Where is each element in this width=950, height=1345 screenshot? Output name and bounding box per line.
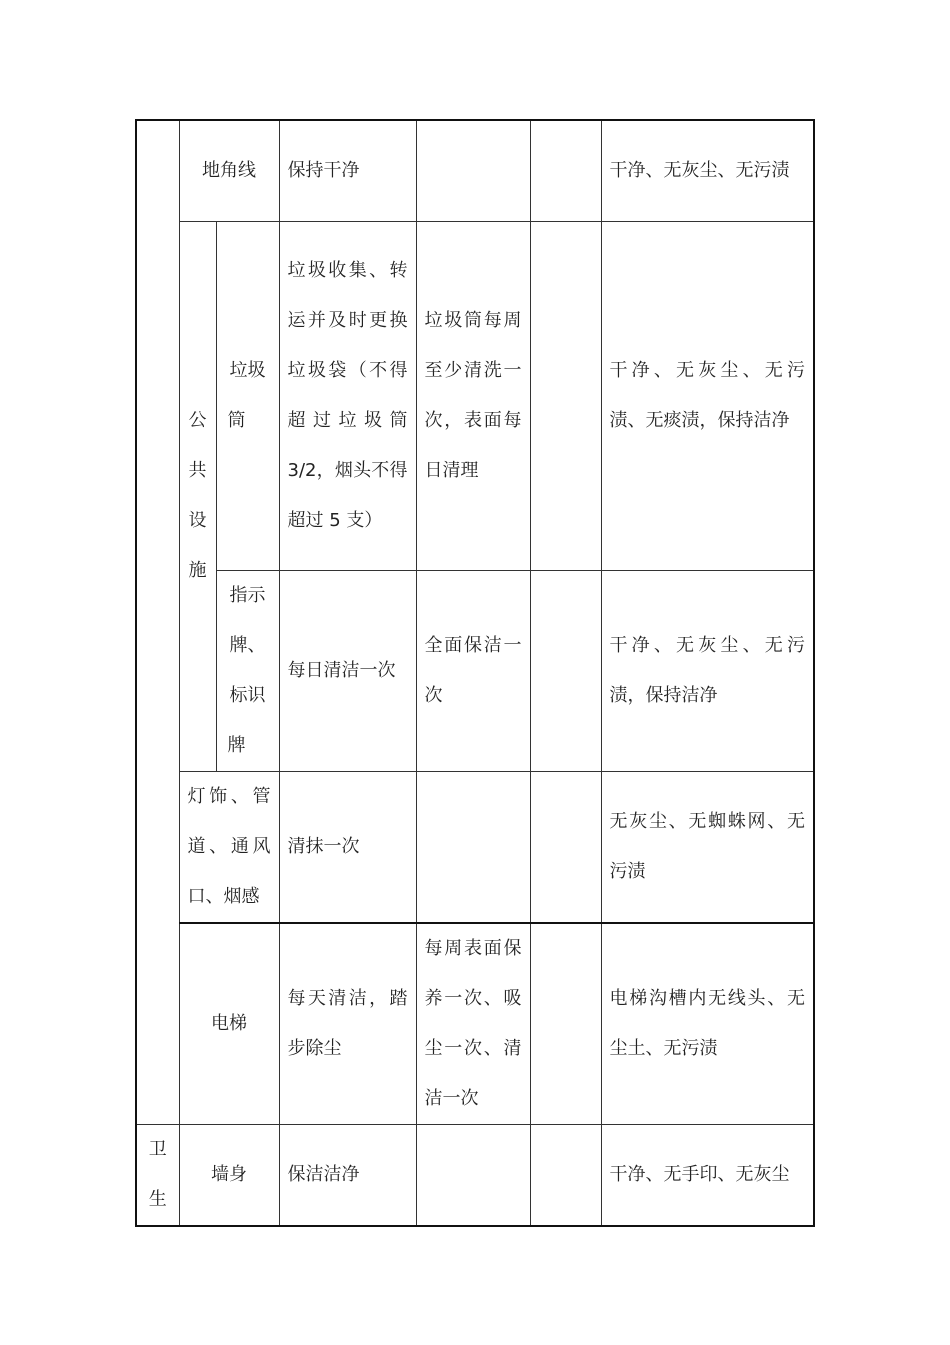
monthly-elevator [530, 923, 601, 1125]
weekly-lighting [416, 771, 530, 923]
public-facilities-label: 公共设施 [188, 410, 207, 581]
sanitation-label: 卫生 [148, 1138, 167, 1210]
monthly-wall [530, 1124, 601, 1226]
daily-wall: 保洁洁净 [279, 1124, 416, 1226]
sanitation-cell [136, 1124, 179, 1226]
daily-elevator: 每天清洁，踏步除尘 [279, 923, 416, 1125]
item-elevator: 电梯 [179, 923, 279, 1125]
weekly-wall [416, 1124, 530, 1226]
monthly-lighting [530, 771, 601, 923]
item-wall: 墙身 [179, 1124, 279, 1226]
standard-baseboard: 干净、无灰尘、无污渍 [601, 120, 814, 221]
standard-lighting: 无灰尘、无蜘蛛网、无污渍 [601, 771, 814, 923]
daily-lighting: 清抹一次 [279, 771, 416, 923]
daily-signs: 每日清洁一次 [279, 570, 416, 771]
standard-signs: 干净、无灰尘、无污渍，保持洁净 [601, 570, 814, 771]
daily-baseboard: 保持干净 [279, 120, 416, 221]
category-cell-top [136, 120, 179, 1124]
item-lighting: 灯饰、管道、通风口、烟感 [179, 771, 279, 923]
table-row-trash-can [136, 221, 814, 570]
standard-elevator: 电梯沟槽内无线头、无尘土、无污渍 [601, 923, 814, 1125]
table-row-signs [136, 570, 814, 771]
standard-wall: 干净、无手印、无灰尘 [601, 1124, 814, 1226]
monthly-signs [530, 570, 601, 771]
public-facilities-cell [179, 221, 216, 771]
monthly-trash-can [530, 221, 601, 570]
item-signs: 指示牌、标识牌 [216, 570, 279, 771]
weekly-elevator: 每周表面保养一次、吸尘一次、清洁一次 [416, 923, 530, 1125]
table-row-baseboard [136, 120, 814, 221]
weekly-signs: 全面保洁一次 [416, 570, 530, 771]
item-baseboard: 地角线 [179, 120, 279, 221]
weekly-baseboard [416, 120, 530, 221]
table-row-lighting [136, 771, 814, 923]
daily-trash-can: 垃圾收集、转运并及时更换垃圾袋（不得超过垃圾筒 3/2，烟头不得超过 5 支） [279, 221, 416, 570]
monthly-baseboard [530, 120, 601, 221]
standard-trash-can: 干净、无灰尘、无污渍、无痰渍，保持洁净 [601, 221, 814, 570]
table-row-elevator [136, 923, 814, 1125]
weekly-trash-can: 垃圾筒每周至少清洗一次，表面每日清理 [416, 221, 530, 570]
item-trash-can: 垃圾筒 [216, 221, 279, 570]
cleaning-standards-table [135, 119, 815, 1227]
table-row-wall [136, 1124, 814, 1226]
